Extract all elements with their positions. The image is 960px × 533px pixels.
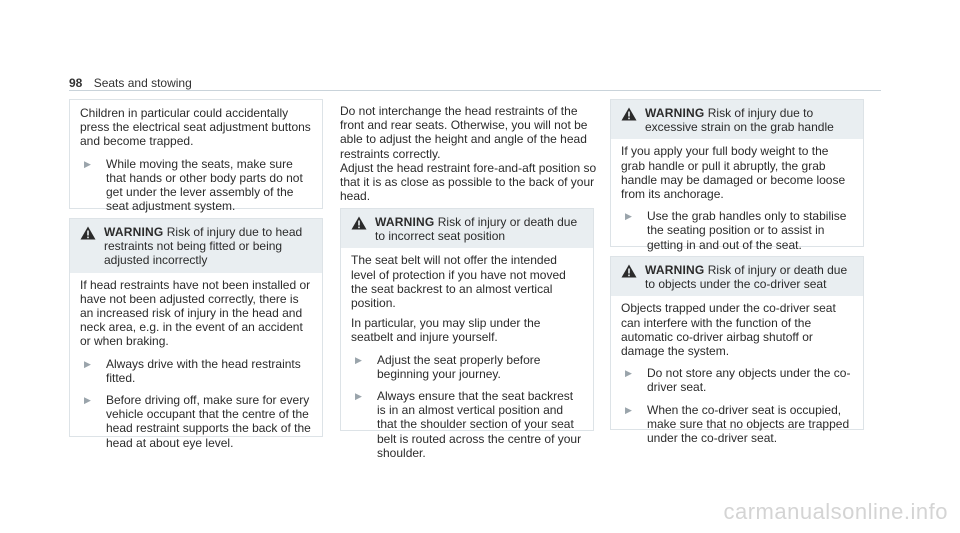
- warning-title: Risk of injury due to excessive strain on the grab handle: [645, 106, 834, 135]
- warning-label: WARNING: [645, 106, 705, 120]
- intro-paragraph: Do not interchange the head restraints of the front and rear seats. Otherwise, you will not be able to adjust the height and angle of the head restraints correctly.: [340, 104, 588, 161]
- list-item-text: Do not store any objects under the co-driver seat.: [647, 366, 851, 395]
- warning-header: [611, 100, 863, 139]
- warning-box-grab-handle: [610, 99, 864, 252]
- section-title: Seats and stowing: [93, 76, 192, 90]
- warning-label: WARNING: [645, 263, 705, 277]
- list-item-text: Always drive with the head restraints fitted.: [106, 356, 301, 385]
- list-item: [621, 403, 853, 446]
- list-item-text: Before driving off, make sure for every vehicle occupant that the centre of the head restraint supports the back of the head at about eye level.: [106, 393, 311, 450]
- arrow-right-icon: ▶: [625, 404, 632, 415]
- warning-label: WARNING: [375, 215, 435, 229]
- warning-text: If you apply your full body weight to the grab handle or pull it abruptly, the grab handle may be damaged or become loose from its anchorage.: [621, 144, 846, 202]
- warning-triangle-icon: [80, 225, 104, 268]
- warning-text: In particular, you may slip under the seatbelt and injure yourself.: [351, 316, 541, 345]
- page-header: [69, 76, 192, 90]
- intro-paragraph: Adjust the head restraint fore-and-aft position so that it is as close as possible to the back of your head.: [340, 160, 597, 204]
- page-number: 98: [69, 76, 83, 90]
- warning-text: Objects trapped under the co-driver seat can interfere with the function of the automatic co-driver airbag shutoff or damage the system.: [621, 301, 836, 359]
- warning-triangle-icon: [621, 263, 645, 291]
- watermark: carmanualsonline.info: [723, 499, 948, 524]
- warning-box-head-restraints: [69, 218, 323, 450]
- warning-triangle-icon: [351, 215, 375, 243]
- list-item: [351, 353, 583, 381]
- arrow-right-icon: ▶: [84, 158, 91, 169]
- warning-header: [70, 219, 322, 273]
- list-item: [80, 157, 312, 214]
- warning-label: WARNING: [104, 225, 164, 239]
- warning-header: [611, 257, 863, 296]
- list-item-text: Always ensure that the seat backrest is in an almost vertical position and that the shoulder section of your seat belt is routed across the centre of your shoulder.: [377, 389, 582, 460]
- arrow-right-icon: ▶: [84, 395, 91, 406]
- list-item-text: Use the grab handles only to stabilise the seating position or to assist in getting in and out of the seat.: [647, 209, 847, 252]
- note-box: [69, 99, 323, 214]
- arrow-right-icon: ▶: [84, 358, 91, 369]
- warning-title: Risk of injury or death due to incorrect seat position: [375, 215, 578, 244]
- arrow-right-icon: ▶: [625, 211, 632, 222]
- list-item: [80, 357, 312, 385]
- list-item: [621, 366, 853, 394]
- arrow-right-icon: ▶: [625, 368, 632, 379]
- intro-section: [340, 104, 598, 203]
- note-text: Children in particular could accidentally press the electrical seat adjustment buttons and become trapped.: [80, 106, 311, 149]
- warning-title: Risk of injury or death due to objects under the co-driver seat: [645, 263, 848, 292]
- list-item: [80, 393, 312, 450]
- warning-box-co-driver-seat: [610, 256, 864, 446]
- list-item: [621, 209, 853, 252]
- warning-title: Risk of injury due to head restraints not being fitted or being adjusted incorrectly: [104, 225, 303, 268]
- warning-box-seat-position: [340, 208, 594, 460]
- warning-header: [341, 209, 593, 248]
- warning-text: If head restraints have not been installed or have not been adjusted correctly, there is an increased risk of injury in the head and neck area, e.g. in the event of an accident or when braking.: [80, 277, 311, 349]
- header-divider: [69, 90, 881, 91]
- list-item-text: Adjust the seat properly before beginning your journey.: [377, 352, 541, 381]
- arrow-right-icon: ▶: [355, 354, 362, 365]
- warning-triangle-icon: [621, 106, 645, 134]
- list-item: [351, 389, 583, 460]
- warning-text: The seat belt will not offer the intended level of protection if you have not moved the seat backrest to an almost vertical position.: [351, 253, 566, 311]
- list-item-text: When the co-driver seat is occupied, make sure that no objects are trapped under the co-driver seat.: [647, 402, 850, 446]
- arrow-right-icon: ▶: [355, 391, 362, 402]
- list-item-text: While moving the seats, make sure that hands or other body parts do not get under the lever assembly of the seat adjustment system.: [106, 156, 303, 214]
